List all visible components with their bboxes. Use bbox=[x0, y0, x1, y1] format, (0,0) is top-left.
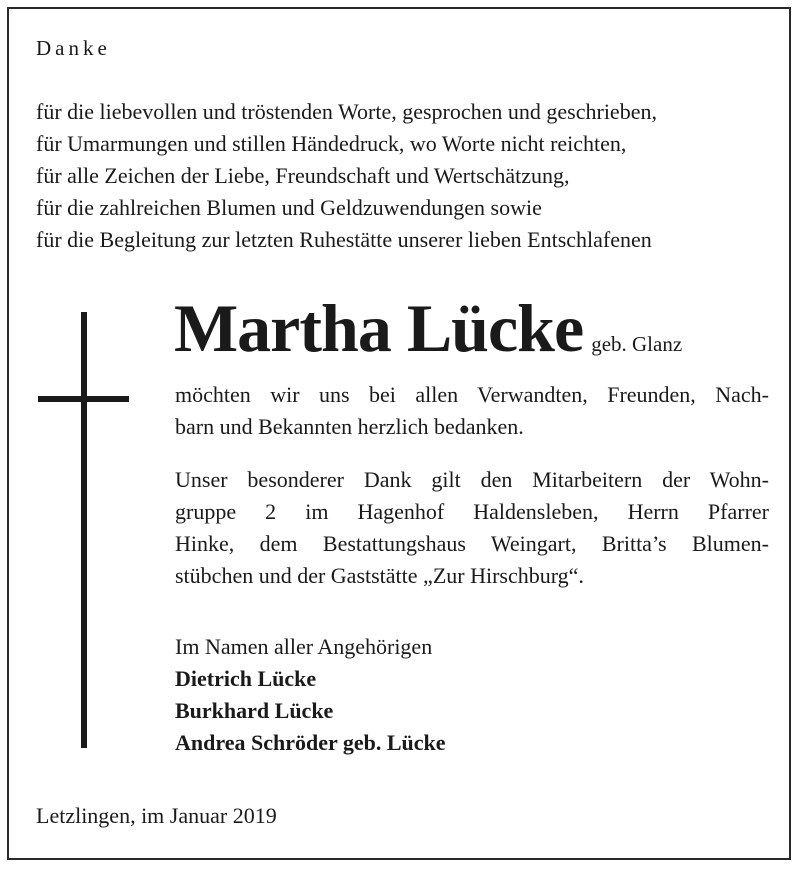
paragraph-line: gruppe 2 im Hagenhof Haldensleben, Herrn Pfarrer bbox=[175, 499, 769, 524]
paragraph-line: Hinke, dem Bestattungshaus Weingart, Britta’s Blumen- bbox=[175, 531, 769, 556]
intro-line: für Umarmungen und stillen Händedruck, wo Worte nicht reichten, bbox=[36, 131, 627, 156]
deceased-name-line bbox=[174, 292, 682, 383]
notice-title: Danke bbox=[36, 36, 111, 60]
signer-name: Dietrich Lücke bbox=[175, 666, 317, 691]
intro-line: für die liebevollen und tröstenden Worte, gesprochen und geschrieben, bbox=[36, 99, 657, 124]
intro-line: für alle Zeichen der Liebe, Freundschaft und Wertschätzung, bbox=[36, 163, 570, 188]
intro-line: für die Begleitung zur letzten Ruhestätte unserer lieben Entschlafenen bbox=[36, 227, 652, 252]
thanks-paragraph bbox=[175, 379, 769, 443]
signer-name: Andrea Schröder geb. Lücke bbox=[175, 730, 446, 755]
paragraph-line: möchten wir uns bei allen Verwandten, Freunden, Nach- bbox=[175, 382, 769, 407]
paragraph-line: Unser besonderer Dank gilt den Mitarbeitern der Wohn- bbox=[175, 467, 769, 492]
special-thanks-paragraph bbox=[175, 464, 769, 592]
signer-name: Burkhard Lücke bbox=[175, 698, 334, 723]
cross-horizontal-bar bbox=[38, 396, 129, 402]
paragraph-line: barn und Bekannten herzlich bedanken. bbox=[175, 414, 524, 439]
intro-text bbox=[36, 96, 776, 256]
signature-intro: Im Namen aller Angehörigen bbox=[175, 634, 433, 659]
place-date: Letzlingen, im Januar 2019 bbox=[36, 803, 277, 828]
cross-vertical-bar bbox=[81, 312, 87, 748]
paragraph-line: stübchen und der Gaststätte „Zur Hirschburg“. bbox=[175, 563, 584, 588]
deceased-name: Martha Lücke bbox=[174, 290, 584, 366]
intro-line: für die zahlreichen Blumen und Geldzuwendungen sowie bbox=[36, 195, 542, 220]
signature-block bbox=[175, 631, 446, 759]
maiden-name: geb. Glanz bbox=[591, 332, 683, 356]
